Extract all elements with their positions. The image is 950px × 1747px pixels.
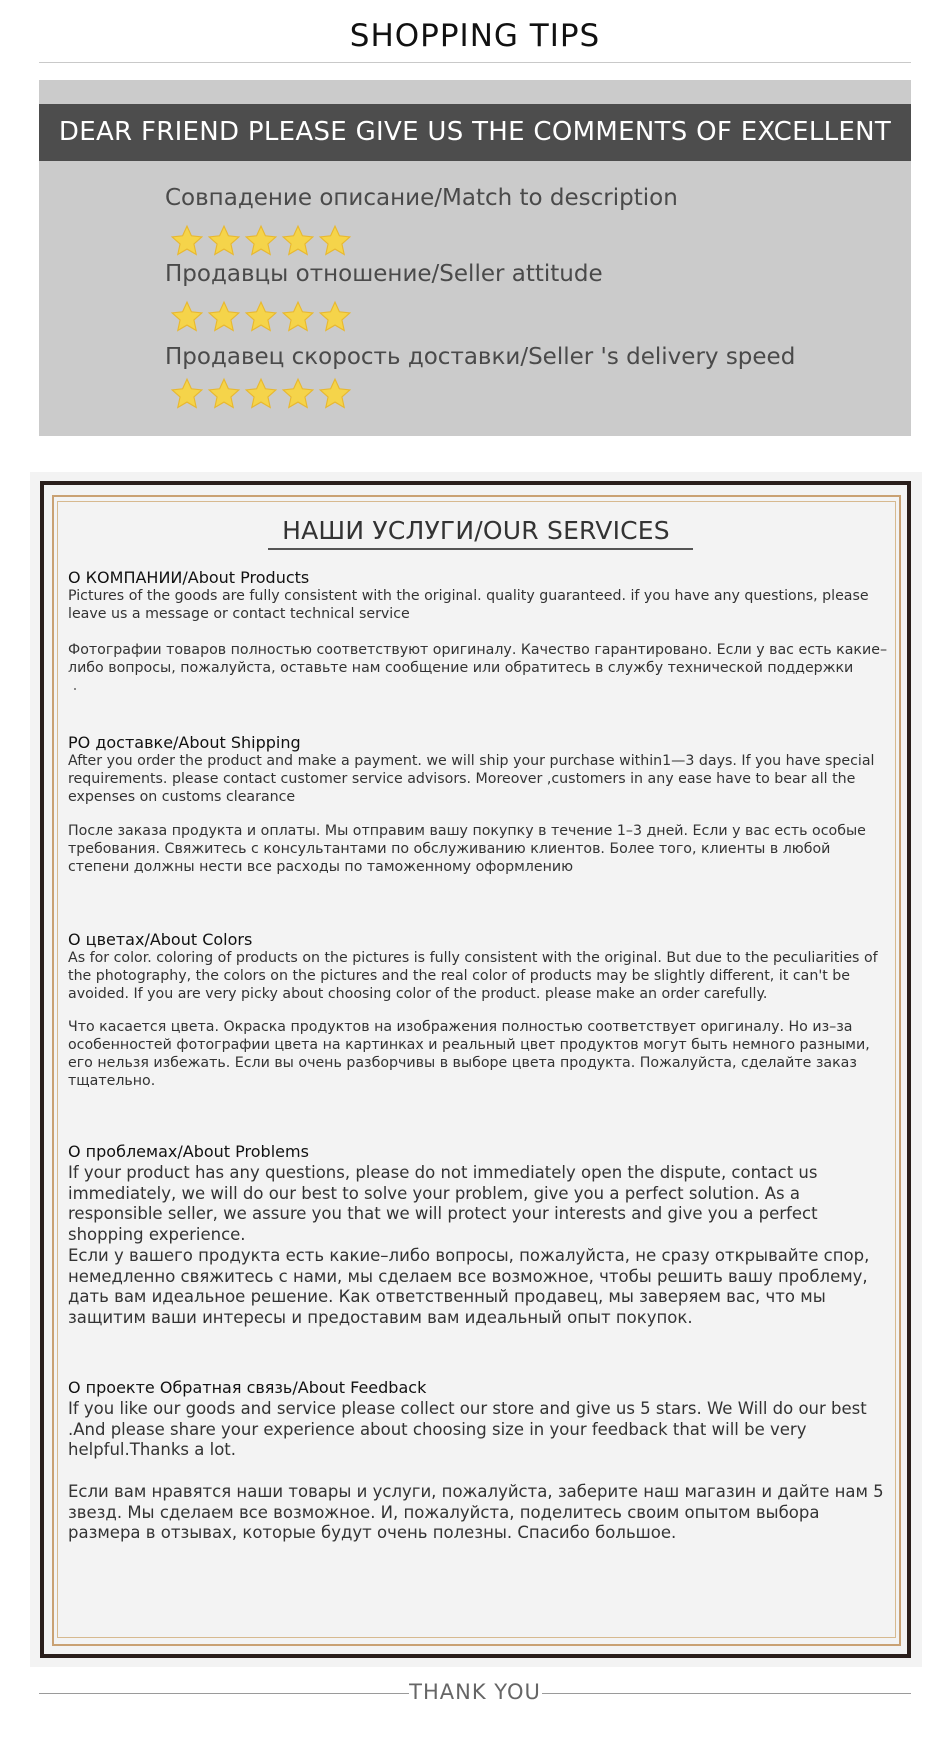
section-text-shipping-en: After you order the product and make a payment. we will ship your purchase within1—3 days. If you have special requirements. please contact customer service advisors. Moreover ,customers in any ease have to bear all the expenses on customs clearance (68, 753, 875, 805)
services-panel (30, 472, 922, 1667)
services-title: НАШИ УСЛУГИ/OUR SERVICES (282, 516, 670, 545)
page-title: SHOPPING TIPS (349, 18, 601, 54)
star-icon (317, 300, 353, 334)
section-heading-shipping: РО доставке/About Shipping (68, 733, 301, 752)
footer-line-right (542, 1693, 911, 1694)
criterion-label-match: Совпадение описание/Match to description (165, 185, 678, 211)
star-icon (169, 224, 205, 258)
title-divider (39, 62, 911, 63)
section-heading-problems: О проблемах/About Problems (68, 1142, 309, 1161)
section-text-colors-en: As for color. coloring of products on the pictures is fully consistent with the original. But due to the peculiarities of the photography, the colors on the pictures and the real color of products may be slightly different, it can't be avoided. If you are very picky about choosing color of the product. please make an order carefully. (68, 950, 878, 1002)
section-heading-colors: О цветах/About Colors (68, 930, 253, 949)
criterion-label-attitude: Продавцы отношение/Seller attitude (165, 261, 603, 287)
section-text-shipping-ru: После заказа продукта и оплаты. Мы отправим вашу покупку в течение 1–3 дней. Если у вас есть особые требования. Свяжитесь с консультантами по обслуживанию клиентов. Более того, клиенты в любой степени должны нести все расходы по таможенному оформлению (68, 823, 866, 875)
star-icon (280, 377, 316, 411)
star-icon (206, 377, 242, 411)
stars-match (169, 224, 354, 256)
section-text-colors-ru: Что касается цвета. Окраска продуктов на изображения полностью соответствует оригиналу. Но из–за особенностей фотографии цвета на картинках и реальный цвет продуктов могут быть немного разными, его нельзя избежать. Если вы очень разборчивы в выборе цвета продукта. Пожалуйста, сделайте заказ тщательно. (68, 1019, 870, 1089)
section-text-feedback-ru: Если вам нравятся наши товары и услуги, пожалуйста, заберите наш магазин и дайте нам 5 звезд. Мы сделаем все возможное. И, пожалуйста, поделитесь своим опытом выбора размера в отзывах, которые будут очень полезны. Спасибо большое. (68, 1482, 884, 1542)
stars-delivery (169, 377, 354, 409)
star-icon (206, 300, 242, 334)
criterion-label-delivery: Продавец скорость доставки/Seller 's delivery speed (165, 344, 796, 370)
star-icon (206, 224, 242, 258)
star-icon (280, 224, 316, 258)
star-icon (280, 300, 316, 334)
section-text-problems-en: If your product has any questions, please do not immediately open the dispute, contact us immediately, we will do our best to solve your problem, give you a perfect solution. As a responsible seller, we assure you that we will protect your interests and give you a perfect shopping experience. (68, 1163, 818, 1244)
star-icon (317, 377, 353, 411)
star-icon (169, 300, 205, 334)
section-text-products-en: Pictures of the goods are fully consistent with the original. quality guaranteed. if you have any questions, please leave us a message or contact technical service (68, 588, 869, 622)
section-text-products-ru: Фотографии товаров полностью соответствуют оригиналу. Качество гарантировано. Если у вас есть какие–либо вопросы, пожалуйста, оставьте нам сообщение или обратитесь в службу технической поддержки (68, 642, 888, 676)
rating-panel (39, 80, 911, 436)
star-icon (317, 224, 353, 258)
star-icon (243, 300, 279, 334)
services-title-underline (268, 548, 693, 550)
section-heading-feedback: О проекте Обратная связь/About Feedback (68, 1378, 427, 1397)
section-heading-products: О КОМПАНИИ/About Products (68, 568, 310, 587)
thank-you-text: THANK YOU (409, 1680, 541, 1704)
rating-banner: DEAR FRIEND PLEASE GIVE US THE COMMENTS OF EXCELLENT (39, 104, 911, 161)
star-icon (169, 377, 205, 411)
section-text-feedback-en: If you like our goods and service please collect our store and give us 5 stars. We Will do our best .And please share your experience about choosing size in your feedback that will be very helpful.Thanks a lot. (68, 1399, 867, 1459)
stray-dot (74, 688, 76, 690)
star-icon (243, 377, 279, 411)
stars-attitude (169, 300, 354, 332)
star-icon (243, 224, 279, 258)
section-text-problems-ru: Если у вашего продукта есть какие–либо вопросы, пожалуйста, не сразу открывайте спор, немедленно свяжитесь с нами, мы сделаем все возможное, чтобы решить вашу проблему, дать вам идеальное решение. Как ответственный продавец, мы заверяем вас, что мы защитим ваши интересы и предоставим вам идеальный опыт покупок. (68, 1246, 870, 1327)
